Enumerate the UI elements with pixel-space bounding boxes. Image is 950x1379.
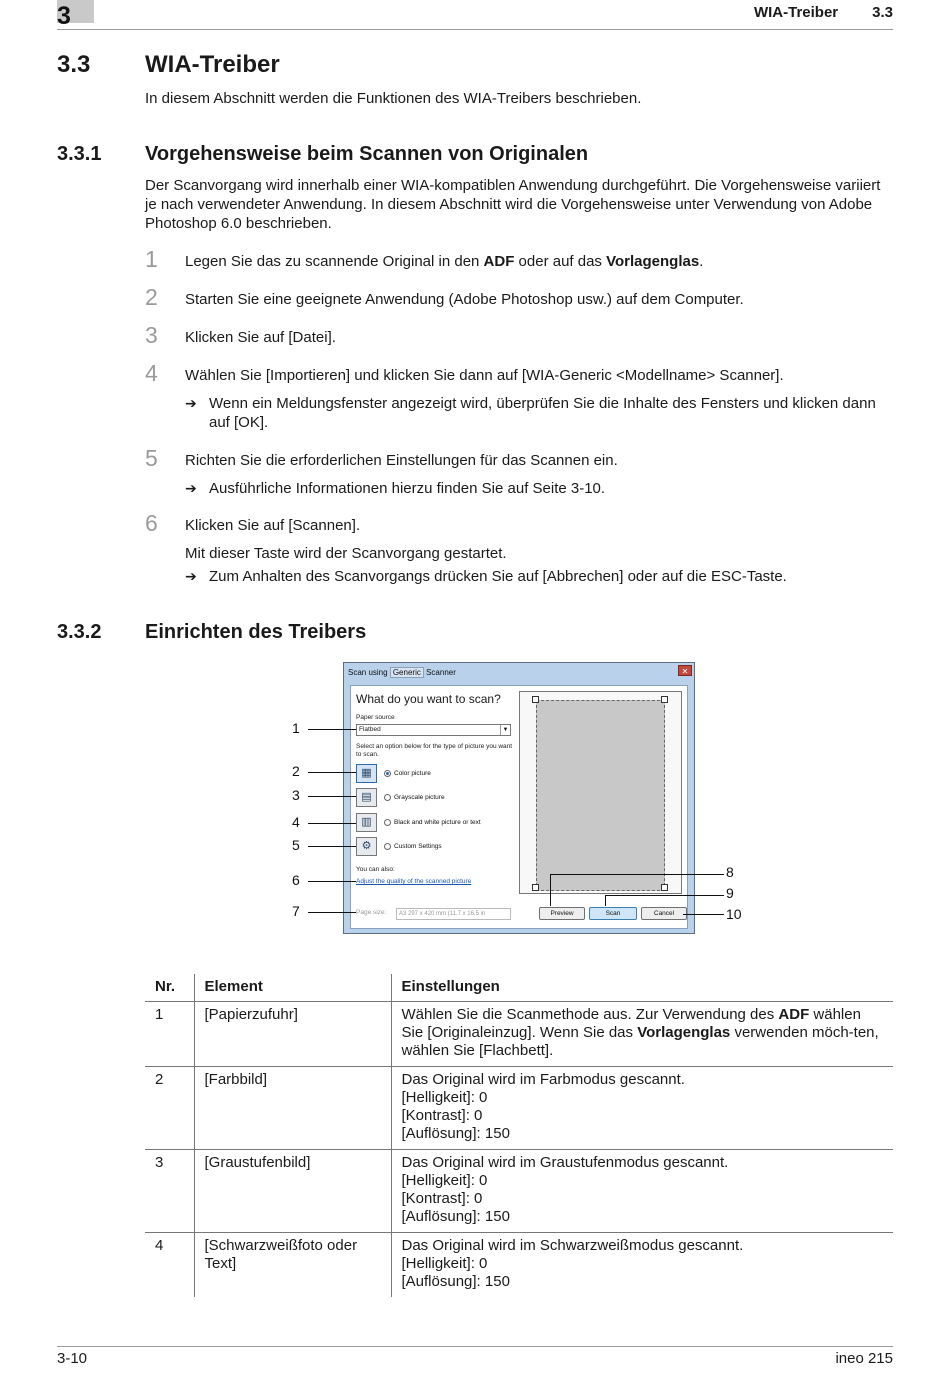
preview-button[interactable]: Preview (539, 907, 585, 920)
scan-dialog-figure (343, 662, 695, 934)
callout-line (550, 874, 724, 875)
cell-element: [Graustufenbild] (194, 1149, 391, 1232)
callout-line (683, 914, 724, 915)
table-row (145, 1232, 893, 1297)
arrow-icon: ➔ (185, 395, 197, 411)
callout-line (308, 846, 356, 847)
cell-element: [Farbbild] (194, 1066, 391, 1149)
adjust-quality-link[interactable]: Adjust the quality of the scanned picture (356, 878, 472, 885)
step-note: Zum Anhalten des Scanvorgangs drücken Sie auf [Abbrechen] oder auf die ESC-Taste. (209, 568, 787, 585)
column-header: Einstellungen (391, 974, 893, 1001)
callout-number: 3 (292, 787, 300, 803)
callout-line (605, 895, 724, 896)
section-intro: In diesem Abschnitt werden die Funktionen des WIA-Treibers beschrieben. (145, 90, 642, 107)
step-number: 6 (145, 510, 158, 536)
callout-line (308, 912, 356, 913)
color-picture-radio[interactable] (384, 770, 391, 777)
grayscale-picture-label[interactable]: Grayscale picture (394, 794, 445, 801)
callout-line (308, 729, 356, 730)
footer-rule (57, 1346, 893, 1347)
color-picture-label[interactable]: Color picture (394, 770, 431, 777)
running-header-title: WIA-Treiber (753, 4, 839, 21)
subsection-number: 3.3.1 (57, 143, 102, 165)
header-rule (57, 29, 893, 30)
scan-region[interactable] (536, 700, 665, 891)
black-white-radio[interactable] (384, 819, 391, 826)
cell-settings: Wählen Sie die Scanmethode aus. Zur Verwendung des ADF wählen Sie [Originaleinzug]. Wenn Sie das Vorlagenglas verwenden möch-ten, wählen Sie [Flachbett]. (391, 1001, 893, 1066)
cell-nr: 3 (145, 1149, 194, 1232)
cell-settings: Das Original wird im Farbmodus gescannt. [Helligkeit]: 0 [Kontrast]: 0 [Auflösung]: 150 (391, 1066, 893, 1149)
cell-nr: 2 (145, 1066, 194, 1149)
picture-type-instruction: Select an option below for the type of picture you want to scan. (356, 743, 513, 758)
step-number: 3 (145, 322, 158, 348)
callout-line (308, 881, 356, 882)
you-can-also-label: You can also: (356, 866, 395, 873)
step-text: Richten Sie die erforderlichen Einstellungen für das Scannen ein. (185, 452, 618, 469)
paper-source-value: Flatbed (359, 726, 381, 733)
dialog-body (350, 685, 688, 929)
step-text: Starten Sie eine geeignete Anwendung (Adobe Photoshop usw.) auf dem Computer. (185, 291, 744, 308)
bold-term: Vorlagenglas (637, 1023, 731, 1041)
running-header (754, 4, 893, 22)
paper-source-label: Paper source (356, 714, 395, 721)
cancel-button[interactable]: Cancel (641, 907, 687, 920)
callout-number: 1 (292, 720, 300, 736)
custom-settings-radio[interactable] (384, 843, 391, 850)
cell-settings: Das Original wird im Schwarzweißmodus gescannt. [Helligkeit]: 0 [Auflösung]: 150 (391, 1232, 893, 1297)
close-icon[interactable]: ✕ (678, 665, 692, 676)
crop-handle[interactable] (532, 884, 539, 891)
column-header: Element (194, 974, 391, 1001)
bold-term: Vorlagenglas (606, 253, 700, 270)
step-number: 4 (145, 360, 158, 386)
cell-nr: 1 (145, 1001, 194, 1066)
scan-button[interactable]: Scan (589, 907, 637, 920)
bold-term: ADF (483, 253, 515, 270)
subsection-intro: Der Scanvorgang wird innerhalb einer WIA-kompatiblen Anwendung durchgeführt. Die Vorgehensweise variiert je nach verwendeter Anwendung. In diesem Abschnitt wird die Vorgehensweise unter Verwendung von Adobe Photoshop 6.0 beschrieben. (145, 177, 881, 232)
callout-number: 9 (726, 885, 734, 901)
grayscale-picture-radio[interactable] (384, 794, 391, 801)
step-text: Legen Sie das zu scannende Original in den ADF oder auf das Vorlagenglas. (185, 253, 704, 270)
product-name: ineo 215 (835, 1350, 893, 1367)
callout-number: 10 (726, 906, 742, 922)
step-note: Ausführliche Informationen hierzu finden Sie auf Seite 3-10. (209, 480, 606, 497)
step-number: 2 (145, 284, 158, 310)
callout-number: 8 (726, 864, 734, 880)
cell-settings: Das Original wird im Graustufenmodus gescannt. [Helligkeit]: 0 [Kontrast]: 0 [Auflösung]: 150 (391, 1149, 893, 1232)
section-title: WIA-Treiber (145, 51, 280, 78)
table-row (145, 1066, 893, 1149)
callout-number: 5 (292, 837, 300, 853)
column-header: Nr. (145, 974, 194, 1001)
subsection-heading-2 (57, 619, 366, 645)
step-text: Klicken Sie auf [Scannen]. (185, 517, 361, 534)
custom-settings-icon[interactable]: ⚙ (356, 837, 377, 856)
step-number: 5 (145, 445, 158, 471)
crop-handle[interactable] (532, 696, 539, 703)
subsection-title: Einrichten des Treibers (145, 621, 367, 643)
table-row (145, 1001, 893, 1066)
scan-preview-area[interactable] (519, 691, 682, 894)
paper-source-select[interactable] (356, 724, 511, 736)
section-number: 3.3 (57, 51, 91, 78)
step-note: Wenn ein Meldungsfenster angezeigt wird, überprüfen Sie die Inhalte des Fensters und klicken dann auf [OK]. (209, 395, 876, 431)
dialog-heading: What do you want to scan? (356, 692, 501, 706)
step-text: Wählen Sie [Importieren] und klicken Sie dann auf [WIA-Generic <Modellname> Scanner]. (185, 367, 784, 384)
chapter-number: 3 (57, 2, 71, 30)
callout-line (308, 796, 356, 797)
crop-handle[interactable] (661, 884, 668, 891)
callout-number: 6 (292, 872, 300, 888)
step-subtext: Mit dieser Taste wird der Scanvorgang gestartet. (185, 545, 507, 562)
arrow-icon: ➔ (185, 480, 197, 496)
custom-settings-label[interactable]: Custom Settings (394, 843, 442, 850)
dialog-title-highlight: Generic (390, 667, 424, 678)
black-white-label[interactable]: Black and white picture or text (394, 819, 481, 826)
subsection-title: Vorgehensweise beim Scannen von Originalen (145, 143, 589, 165)
bold-term: ADF (778, 1005, 810, 1023)
chevron-down-icon: ▼ (500, 725, 510, 735)
callout-number: 7 (292, 903, 300, 919)
table-row (145, 1149, 893, 1232)
page-number: 3-10 (57, 1350, 88, 1367)
page-size-select[interactable]: A3 297 x 420 mm (11.7 x 16.5 in (396, 908, 511, 920)
subsection-number: 3.3.2 (57, 621, 102, 643)
callout-number: 2 (292, 763, 300, 779)
color-picture-icon[interactable]: ▦ (356, 764, 377, 783)
cell-nr: 4 (145, 1232, 194, 1297)
callout-line (308, 823, 356, 824)
callout-line (308, 772, 356, 773)
subsection-heading-1 (57, 141, 588, 167)
step-number: 1 (145, 246, 158, 272)
dialog-title: Scan using Generic Scanner (348, 668, 456, 677)
cell-element: [Papierzufuhr] (194, 1001, 391, 1066)
arrow-icon: ➔ (185, 568, 197, 584)
page-size-label: Page size: (356, 909, 387, 916)
section-heading (57, 50, 280, 80)
crop-handle[interactable] (661, 696, 668, 703)
grayscale-picture-icon[interactable]: ▤ (356, 788, 377, 807)
callout-line (605, 895, 606, 906)
callout-number: 4 (292, 814, 300, 830)
running-header-number: 3.3 (872, 4, 893, 21)
cell-element: [Schwarzweißfoto oder Text] (194, 1232, 391, 1297)
callout-line (550, 874, 551, 906)
black-white-picture-icon[interactable]: ▥ (356, 813, 377, 832)
settings-table (145, 974, 893, 1297)
step-text: Klicken Sie auf [Datei]. (185, 329, 336, 346)
